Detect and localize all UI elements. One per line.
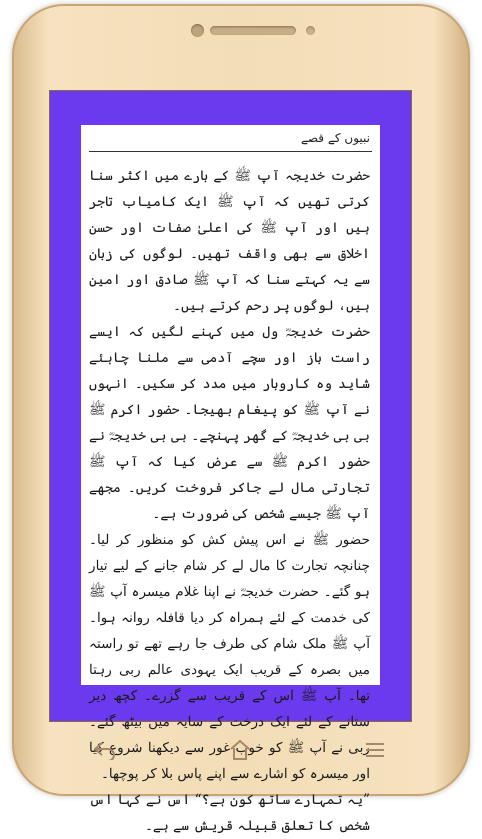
- back-icon: [92, 740, 118, 760]
- header-divider: [89, 151, 372, 152]
- paragraph-4: ”یہ تمہارے ساتھ کون ہے؟“ اس نے کہا اس شخص کا تعلق قبیلہ قریش سے ہے۔: [89, 792, 370, 834]
- home-button[interactable]: [225, 735, 255, 765]
- paragraph-3: حضور ﷺ نے اس پیش کش کو منظور کر لیا۔ چنانچہ تجارت کا مال لے کر شام جانے کے لیے تیار ہو گئے۔ حضرت خدیجہؓ نے اپنا غلام میسرہ آپ ﷺ کی خدمت کے لئے ہمراہ کر دیا قافلہ روانہ ہوا۔ آپ ﷺ ملک شام کی طرف جا رہے تھے تو راستہ میں بصرہ کے قریب ایک یہودی عالم ربی رہتا تھا۔ آپ ﷺ اس کے قریب سے گزرے۔ کچھ دیر ستانے کے لئے ایک درخت کے سایہ میں بیٹھ گئے۔ ربی نے آپ ﷺ کو خوب غور سے دیکھنا شروع کیا اور میسرہ کو اشارے سے اپنے پاس بلا کر پوچھا۔: [89, 532, 370, 782]
- menu-button[interactable]: [360, 735, 390, 765]
- front-camera: [191, 24, 204, 37]
- paragraph-1: حضرت خدیجہ آپ ﷺ کے بارے میں اکثر سنا کرتی تھیں کہ آپ ﷺ ایک کامیاب تاجر ہیں اور آپ ﷺ کی اعلیٰ صفات اور حسن اخلاق سے بھی واقف تھیں۔ لوگوں کی زبان سے یہ کہتے سنا کہ آپ ﷺ صادق اور امین ہیں، لوگوں پر رحم کرتے ہیں۔: [89, 168, 370, 314]
- back-button[interactable]: [90, 735, 120, 765]
- book-page[interactable]: [81, 125, 380, 834]
- hardware-nav-bar: [90, 735, 390, 765]
- paragraph-2: حضرت خدیجہؓ ول میں کہنے لگیں کہ ایسے راست باز اور سچے آدمی سے ملنا چاہئے شاید وہ کاروبار میں مدد کر سکیں۔ انہوں نے آپ ﷺ کو پیغام بھیجا۔ حضور اکرم ﷺ بی بی خدیجہؓ کے گھر پہنچے۔ بی بی خدیجہؓ نے حضور اکرم ﷺ سے عرض کیا کہ آپ ﷺ تجارتی مال لے جاکر فروخت کریں۔ مجھے آپ ﷺ جیسے شخص کی ضرورت ہے۔: [89, 324, 370, 522]
- proximity-sensor: [306, 26, 315, 35]
- menu-icon: [363, 740, 387, 760]
- page-header: نبیوں کے قصے: [300, 131, 370, 145]
- earpiece-speaker: [210, 26, 296, 35]
- home-icon: [227, 737, 253, 763]
- screen: [49, 90, 412, 834]
